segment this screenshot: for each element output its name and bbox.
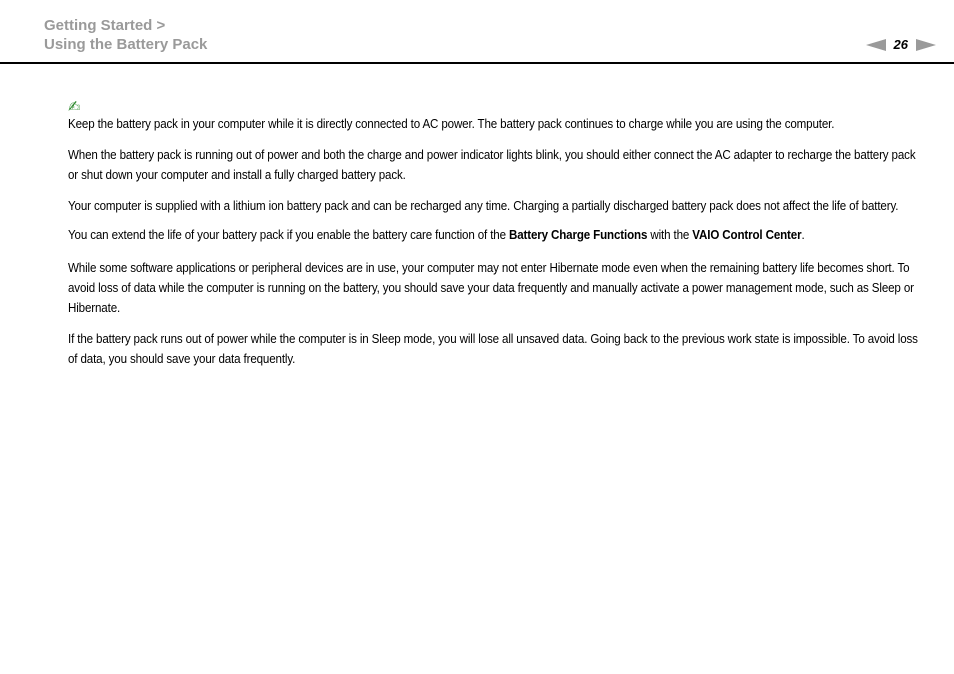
previous-page-arrow-icon[interactable] (866, 39, 886, 51)
battery-care-text-suffix: . (801, 227, 805, 242)
note-paragraph-low-power: When the battery pack is running out of power and both the charge and power indicator lights blink, you should either connect the AC adapter to recharge the battery pack or shut down your computer and install a fully charged battery pack. (68, 147, 916, 182)
page-content (68, 99, 918, 380)
page-navigator (866, 36, 936, 54)
page-number: 26 (893, 37, 908, 52)
page-header (0, 0, 954, 64)
vaio-control-center-label: VAIO Control Center (692, 227, 802, 242)
battery-care-text-mid: with the (647, 227, 693, 242)
breadcrumb-section[interactable]: Getting Started > (44, 17, 166, 34)
note-paragraph-ac-power: Keep the battery pack in your computer while it is directly connected to AC power. The battery pack continues to charge while you are using the computer. (68, 117, 835, 131)
note-paragraph-hibernate: While some software applications or peripheral devices are in use, your computer may not enter Hibernate mode even when the remaining battery life becomes short. To avoid loss of data while the computer is running on the battery, you should save your data frequently and manually activate a power management mode, such as Sleep or Hibernate. (68, 261, 914, 315)
note-paragraph-sleep-mode: If the battery pack runs out of power while the computer is in Sleep mode, you will lose all unsaved data. Going back to the previous work state is impossible. To avoid loss of data, you should save your data frequently. (68, 332, 918, 366)
note-paragraph-lithium-ion: Your computer is supplied with a lithium ion battery pack and can be recharged any time. Charging a partially discharged battery pack does not affect the life of battery. (68, 198, 899, 213)
breadcrumb-topic[interactable]: Using the Battery Pack (44, 36, 208, 53)
battery-charge-functions-label: Battery Charge Functions (508, 227, 648, 242)
breadcrumb (44, 16, 207, 54)
battery-care-text-prefix: You can extend the life of your battery pack if you enable the battery care function of the (68, 227, 509, 242)
note-paragraph-battery-care (68, 227, 918, 245)
pencil-note-icon: ✍ (68, 99, 81, 116)
next-page-arrow-icon[interactable] (916, 39, 936, 51)
header-divider (0, 62, 954, 64)
